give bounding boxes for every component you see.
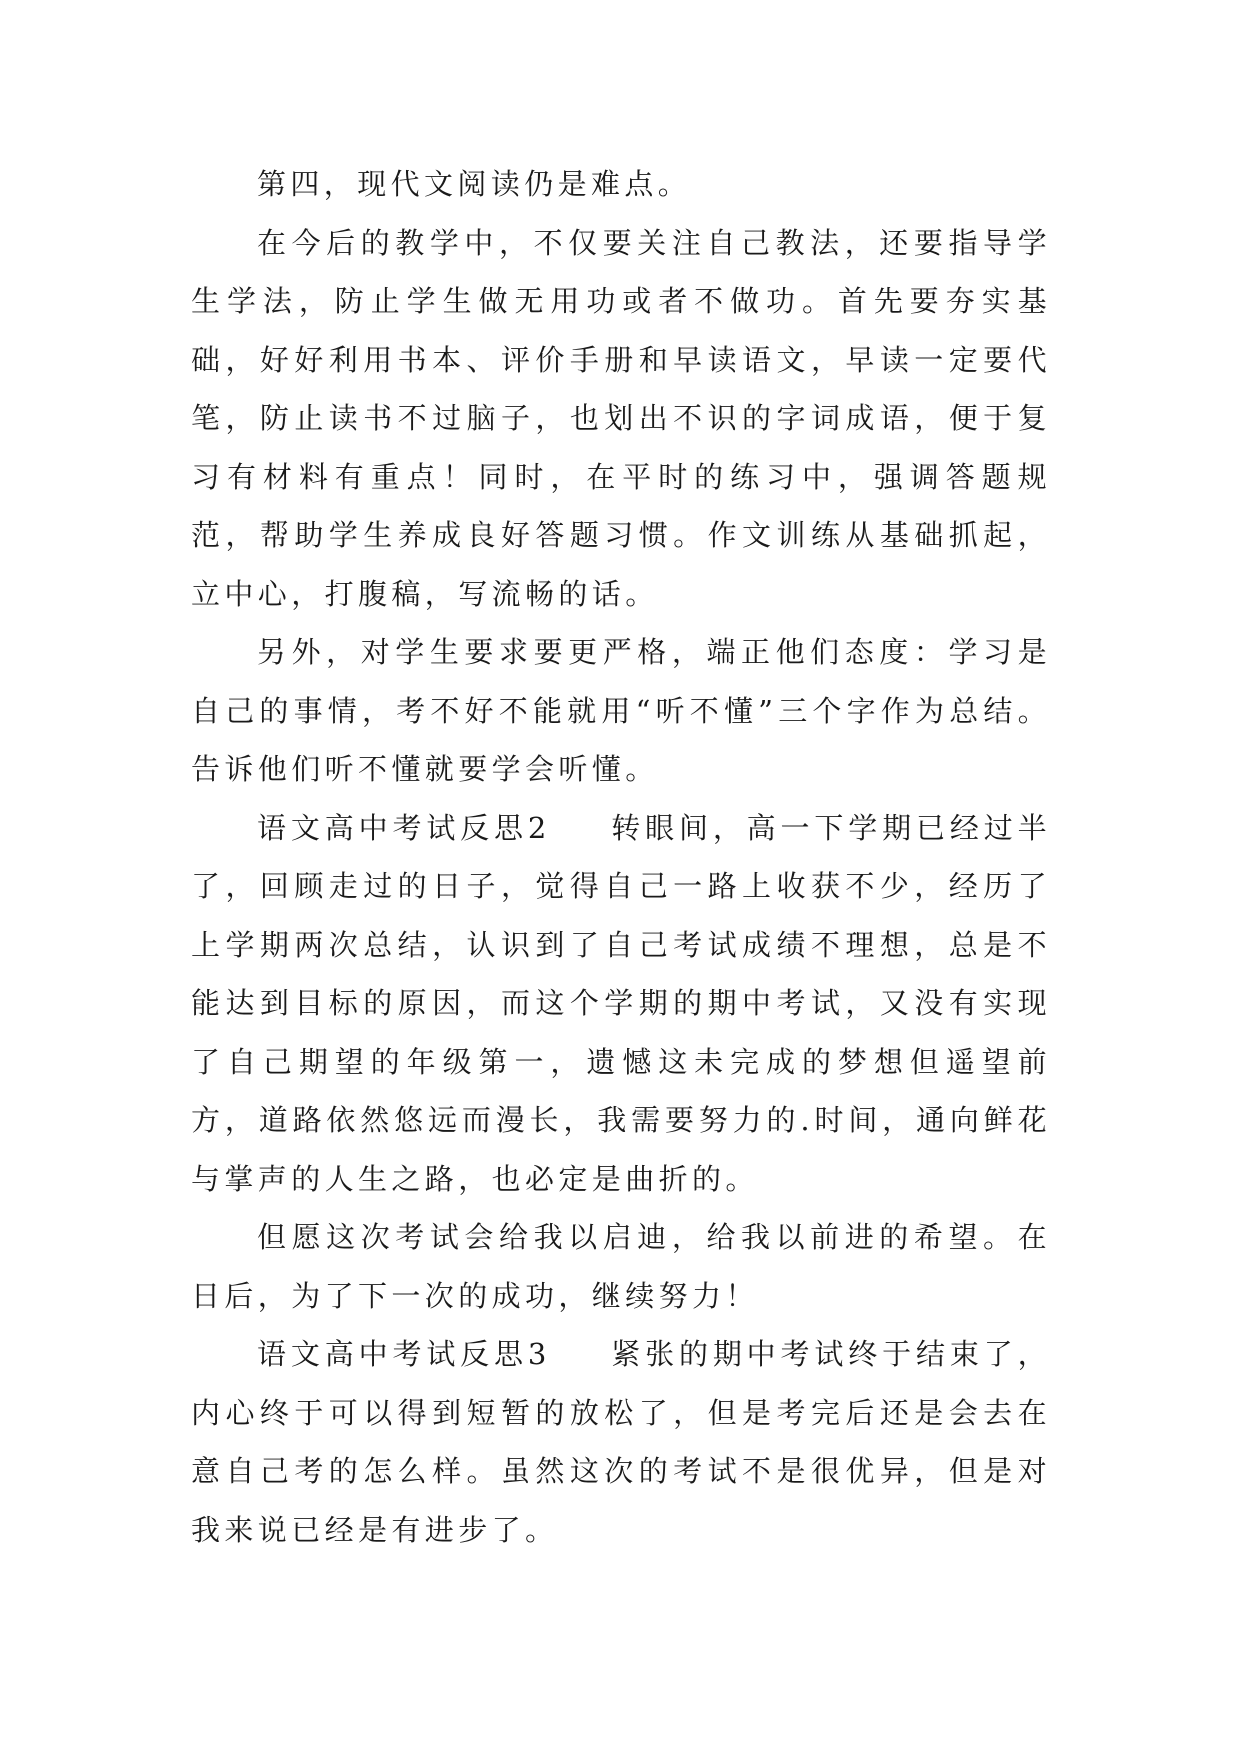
reflection-2-heading: 语文高中考试反思2 — [257, 810, 551, 845]
paragraph-reflection-2 — [191, 799, 1051, 1209]
paragraph-teaching-plan: 在今后的教学中，不仅要关注自己教法，还要指导学生学法，防止学生做无用功或者不做功。首先要夯实基础，好好利用书本、评价手册和早读语文，早读一定要代笔，防止读书不过脑子，也划出不识的字词成语，便于复习有材料有重点！同时，在平时的练习中，强调答题规范，帮助学生养成良好答题习惯。作文训练从基础抓起，立中心，打腹稿，写流畅的话。 — [191, 225, 1051, 611]
reflection-3-heading: 语文高中考试反思3 — [257, 1337, 551, 1371]
paragraph-student-requirements: 另外，对学生要求要更严格，端正他们态度：学习是自己的事情，考不好不能就用“听不懂”三个字作为总结。告诉他们听不懂就要学会听懂。 — [191, 635, 1051, 786]
paragraph-point-four: 第四，现代文阅读仍是难点。 — [257, 167, 692, 201]
paragraph-hope: 但愿这次考试会给我以启迪，给我以前进的希望。在日后，为了下一次的成功，继续努力！ — [191, 1220, 1051, 1313]
reflection-3-text: 紧张的期中考试终于结束了，内心终于可以得到短暂的放松了，但是考完后还是会去在意自己考的怎么样。虽然这次的考试不是很优异，但是对我来说已经是有进步了。 — [191, 1337, 1051, 1547]
paragraph-reflection-3 — [191, 1325, 1051, 1559]
document-body — [191, 155, 1051, 1559]
reflection-2-text: 转眼间，高一下学期已经过半了，回顾走过的日子，觉得自己一路上收获不少，经历了上学期两次总结，认识到了自己考试成绩不理想，总是不能达到目标的原因，而这个学期的期中考试，又没有实现了自己期望的年级第一，遗憾这未完成的梦想但遥望前方，道路依然悠远而漫长，我需要努力的.时间，通向鲜花与掌声的人生之路，也必定是曲折的。 — [191, 810, 1051, 1196]
